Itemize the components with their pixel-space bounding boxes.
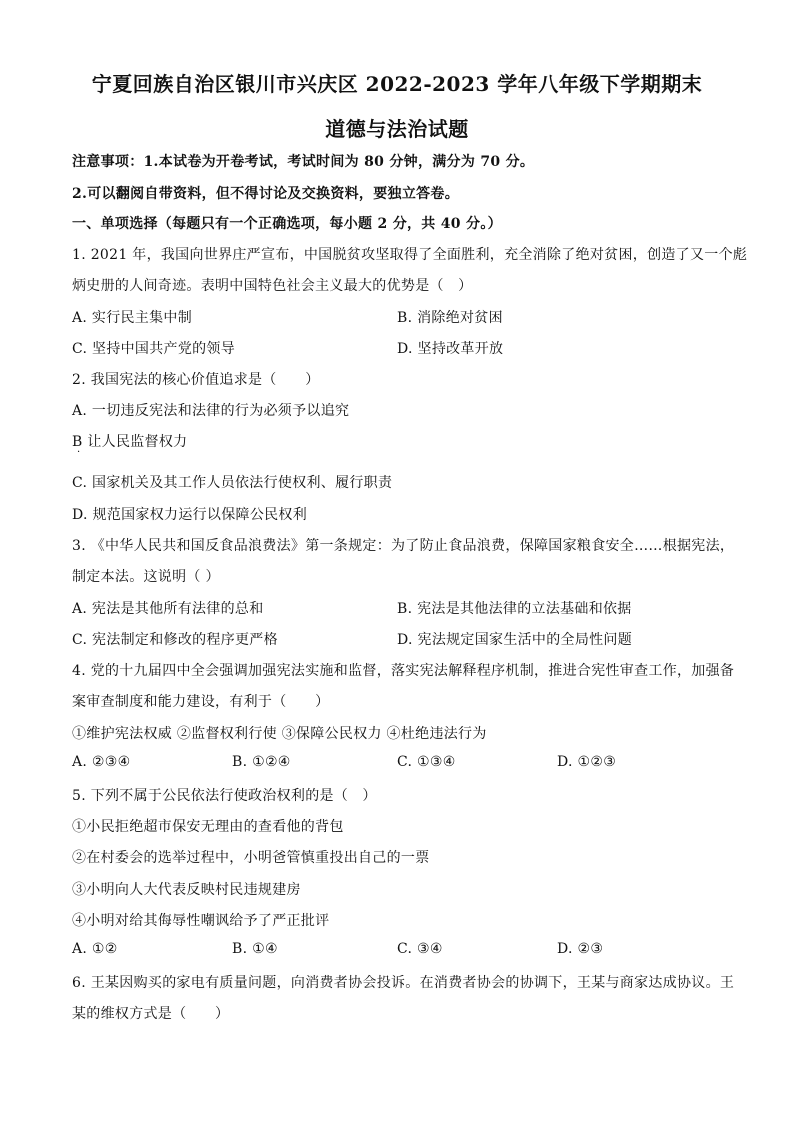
question-4-option-a: A. ②③④ — [72, 754, 131, 770]
question-4-stem-line-1: 4. 党的十九届四中全会强调加强宪法实施和监督，落实宪法解释程序机制，推进合宪性审查工作，加强备 — [72, 663, 735, 679]
notice-line-1: 注意事项：1.本试卷为开卷考试，考试时间为 80 分钟，满分为 70 分。 — [72, 154, 535, 170]
question-1-stem-line-1: 1. 2021 年，我国向世界庄严宣布，中国脱贫攻坚取得了全面胜利，充全消除了绝对贫困，创造了又一个彪 — [72, 247, 748, 263]
question-5-option-c: C. ③④ — [397, 941, 443, 957]
question-5-stem: 5. 下列不属于公民依法行使政治权利的是（ ） — [72, 788, 377, 804]
question-6-stem-line-2: 某的维权方式是（ ） — [72, 1006, 230, 1022]
question-6-stem-line-1: 6. 王某因购买的家电有质量问题，向消费者协会投诉。在消费者协会的协调下，王某与商家达成协议。王 — [72, 975, 735, 991]
question-1-option-b: B. 消除绝对贫困 — [397, 310, 503, 326]
question-3-option-d: D. 宪法规定国家生活中的全局性问题 — [397, 632, 633, 648]
question-3-option-c: C. 宪法制定和修改的程序更严格 — [72, 632, 278, 648]
notice-line-2: 2.可以翻阅自带资料，但不得讨论及交换资料，要独立答卷。 — [72, 186, 460, 202]
question-2-option-c: C. 国家机关及其工作人员依法行使权利、履行职责 — [72, 475, 393, 491]
question-4-option-c: C. ①③④ — [397, 754, 456, 770]
question-4-option-d: D. ①②③ — [557, 754, 617, 770]
question-4-stem-line-2: 案审查制度和能力建设，有利于（ ） — [72, 694, 330, 710]
question-2-option-a: A. 一切违反宪法和法律的行为必须予以追究 — [72, 403, 350, 419]
question-3-stem-line-2: 制定本法。这说明（ ） — [72, 569, 220, 585]
question-5-statement-2: ②在村委会的选举过程中，小明爸管慎重投出自己的一票 — [72, 850, 430, 866]
question-2-stem: 2. 我国宪法的核心价值追求是（ ） — [72, 372, 320, 388]
question-5-statement-4: ④小明对给其侮辱性嘲讽给予了严正批评 — [72, 913, 330, 929]
question-2-option-d: D. 规范国家权力运行以保障公民权利 — [72, 507, 308, 523]
question-4-statements: ①维护宪法权威 ②监督权利行使 ③保障公民权力 ④杜绝违法行为 — [72, 726, 487, 742]
question-3-option-b: B. 宪法是其他法律的立法基础和依据 — [397, 601, 632, 617]
question-1-option-d: D. 坚持改革开放 — [397, 341, 504, 357]
question-5-option-a: A. ①② — [72, 941, 118, 957]
stray-dot: · — [77, 447, 81, 458]
question-5-option-b: B. ①④ — [232, 941, 278, 957]
question-3-stem-line-1: 3. 《中华人民共和国反食品浪费法》第一条规定：为了防止食品浪费，保障国家粮食安全……根据宪法， — [72, 538, 735, 554]
question-5-statement-1: ①小民拒绝超市保安无理由的查看他的背包 — [72, 819, 344, 835]
question-2-option-b: B 让人民监督权力 — [72, 434, 188, 450]
question-5-option-d: D. ②③ — [557, 941, 604, 957]
section-heading: 一、单项选择（每题只有一个正确选项，每小题 2 分，共 40 分。） — [72, 216, 502, 232]
question-1-stem-line-2: 炳史册的人间奇迹。表明中国特色社会主义最大的优势是（ ） — [72, 278, 473, 294]
exam-subtitle: 道德与法治试题 — [325, 117, 469, 141]
question-1-option-a: A. 实行民主集中制 — [72, 310, 193, 326]
question-3-option-a: A. 宪法是其他所有法律的总和 — [72, 601, 264, 617]
question-4-option-b: B. ①②④ — [232, 754, 291, 770]
exam-title: 宁夏回族自治区银川市兴庆区 2022-2023 学年八年级下学期期末 — [91, 72, 703, 96]
question-5-statement-3: ③小明向人大代表反映村民违规建房 — [72, 882, 301, 898]
question-1-option-c: C. 坚持中国共产党的领导 — [72, 341, 236, 357]
